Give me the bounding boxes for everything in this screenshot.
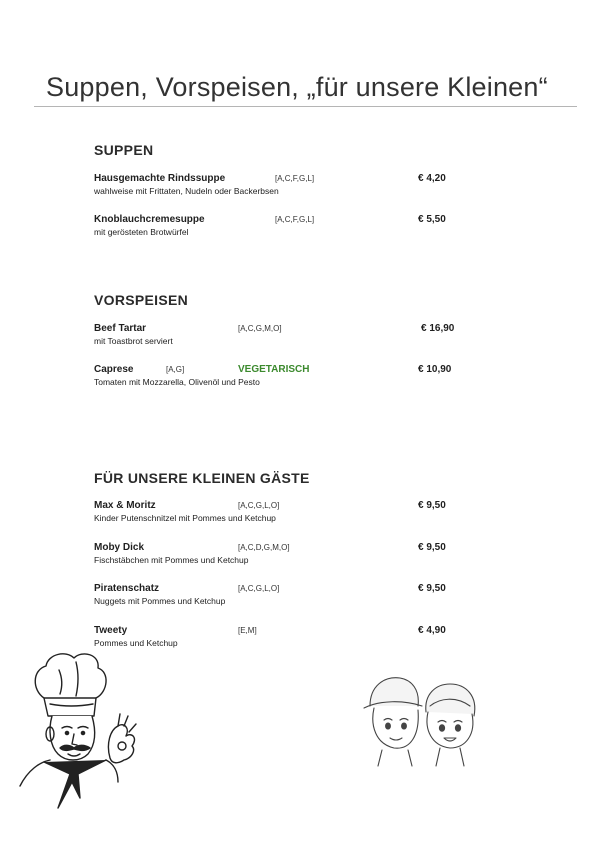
item-allergens: [A,C,D,G,M,O] bbox=[238, 543, 290, 552]
item-name: Max & Moritz bbox=[94, 500, 156, 511]
item-price: € 16,90 bbox=[421, 323, 455, 334]
item-name: Hausgemachte Rindssuppe bbox=[94, 173, 226, 184]
title-divider bbox=[34, 106, 577, 107]
item-allergens: [A,C,G,L,O] bbox=[238, 584, 280, 593]
menu-item bbox=[94, 625, 494, 655]
section-heading-kinder: FÜR UNSERE KLEINEN GÄSTE bbox=[94, 470, 310, 486]
item-allergens: [A,C,G,M,O] bbox=[238, 324, 282, 333]
menu-item bbox=[94, 542, 494, 572]
item-allergens: [A,C,F,G,L] bbox=[275, 215, 315, 224]
item-name: Moby Dick bbox=[94, 542, 145, 553]
item-name: Piratenschatz bbox=[94, 583, 160, 594]
item-description: Nuggets mit Pommes und Ketchup bbox=[94, 596, 226, 606]
menu-item bbox=[94, 173, 494, 203]
menu-item bbox=[94, 323, 494, 353]
item-price: € 9,50 bbox=[418, 583, 446, 594]
item-description: mit Toastbrot serviert bbox=[94, 336, 173, 346]
item-price: € 10,90 bbox=[418, 364, 452, 375]
item-price: € 4,90 bbox=[418, 625, 446, 636]
item-allergens: [A,C,G,L,O] bbox=[238, 501, 280, 510]
item-price: € 5,50 bbox=[418, 214, 446, 225]
item-description: mit gerösteten Brotwürfel bbox=[94, 227, 189, 237]
chef-illustration bbox=[14, 648, 144, 828]
item-description: Tomaten mit Mozzarella, Olivenöl und Pesto bbox=[94, 377, 260, 387]
item-description: wahlweise mit Frittaten, Nudeln oder Backerbsen bbox=[94, 186, 279, 196]
item-name: Knoblauchcremesuppe bbox=[94, 214, 205, 225]
item-price: € 9,50 bbox=[418, 500, 446, 511]
item-description: Kinder Putenschnitzel mit Pommes und Ketchup bbox=[94, 513, 276, 523]
item-name: Beef Tartar bbox=[94, 323, 147, 334]
item-price: € 4,20 bbox=[418, 173, 446, 184]
item-price: € 9,50 bbox=[418, 542, 446, 553]
item-allergens: [E,M] bbox=[238, 626, 257, 635]
item-name: Caprese bbox=[94, 364, 134, 375]
vegetarian-badge: VEGETARISCH bbox=[238, 364, 310, 375]
item-description: Fischstäbchen mit Pommes und Ketchup bbox=[94, 555, 249, 565]
item-allergens: [A,G] bbox=[166, 365, 185, 374]
page-title: Suppen, Vorspeisen, „für unsere Kleinen“ bbox=[46, 72, 548, 102]
menu-item bbox=[94, 583, 494, 613]
section-heading-vorspeisen: VORSPEISEN bbox=[94, 292, 189, 308]
item-allergens: [A,C,F,G,L] bbox=[275, 174, 315, 183]
item-name: Tweety bbox=[94, 625, 128, 636]
section-heading-suppen: SUPPEN bbox=[94, 142, 154, 158]
menu-item bbox=[94, 214, 494, 244]
kids-illustration bbox=[360, 672, 480, 770]
menu-item bbox=[94, 364, 494, 394]
menu-item bbox=[94, 500, 494, 530]
item-description: Pommes und Ketchup bbox=[94, 638, 178, 648]
